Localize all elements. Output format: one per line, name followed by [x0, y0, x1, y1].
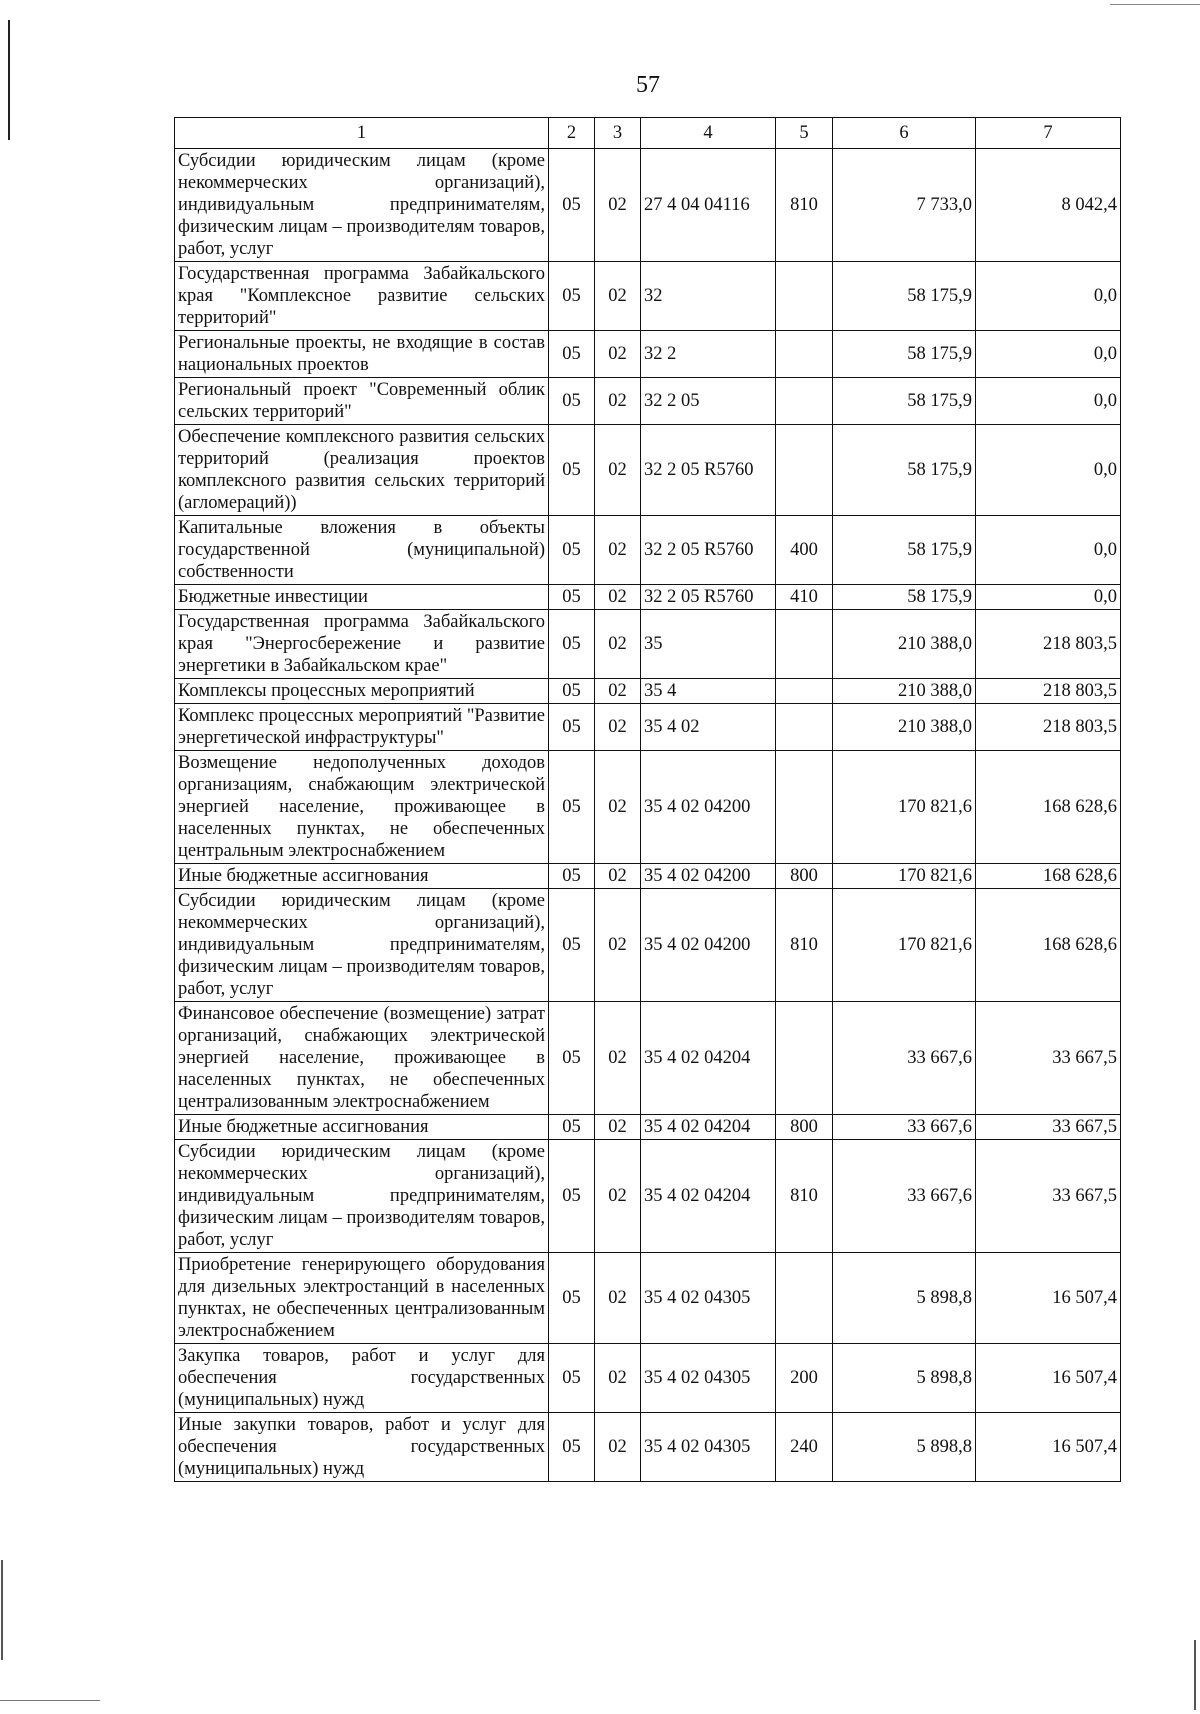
subsection-code: 02 [595, 516, 641, 585]
subsection-code: 02 [595, 1253, 641, 1344]
target-article-code: 35 4 02 04200 [641, 889, 776, 1002]
table-row [175, 889, 1121, 1002]
table-row [175, 610, 1121, 679]
expense-type-code: 410 [776, 585, 833, 610]
row-name: Закупка товаров, работ и услуг для обеспечения государственных (муниципальных) нужд [175, 1344, 549, 1413]
expense-type-code [776, 331, 833, 378]
table-row [175, 149, 1121, 262]
amount-year-1: 210 388,0 [833, 704, 976, 751]
amount-year-2: 16 507,4 [976, 1413, 1121, 1482]
amount-year-1: 33 667,6 [833, 1140, 976, 1253]
expense-type-code [776, 425, 833, 516]
section-code: 05 [549, 751, 595, 864]
subsection-code: 02 [595, 864, 641, 889]
subsection-code: 02 [595, 378, 641, 425]
table-row [175, 1344, 1121, 1413]
subsection-code: 02 [595, 1115, 641, 1140]
column-header: 4 [641, 118, 776, 149]
target-article-code: 35 4 02 04200 [641, 864, 776, 889]
row-name: Региональные проекты, не входящие в состав национальных проектов [175, 331, 549, 378]
target-article-code: 32 2 [641, 331, 776, 378]
scan-edge-mark [1110, 4, 1200, 5]
section-code: 05 [549, 1344, 595, 1413]
target-article-code: 35 [641, 610, 776, 679]
column-header: 1 [175, 118, 549, 149]
amount-year-1: 170 821,6 [833, 864, 976, 889]
section-code: 05 [549, 1253, 595, 1344]
section-code: 05 [549, 516, 595, 585]
amount-year-1: 33 667,6 [833, 1115, 976, 1140]
subsection-code: 02 [595, 425, 641, 516]
row-name: Иные бюджетные ассигнования [175, 1115, 549, 1140]
scan-edge-mark [1194, 1640, 1196, 1710]
amount-year-1: 170 821,6 [833, 889, 976, 1002]
section-code: 05 [549, 864, 595, 889]
amount-year-2: 8 042,4 [976, 149, 1121, 262]
column-header: 3 [595, 118, 641, 149]
subsection-code: 02 [595, 679, 641, 704]
table-row [175, 262, 1121, 331]
row-name: Возмещение недополученных доходов организациям, снабжающим электрической энергией население, проживающее в населенных пунктах, не обеспеченных центральным электроснабжением [175, 751, 549, 864]
subsection-code: 02 [595, 1413, 641, 1482]
expense-type-code: 810 [776, 1140, 833, 1253]
target-article-code: 35 4 02 04204 [641, 1140, 776, 1253]
page-number: 57 [636, 72, 660, 98]
expense-type-code: 240 [776, 1413, 833, 1482]
expense-type-code: 400 [776, 516, 833, 585]
target-article-code: 35 4 [641, 679, 776, 704]
row-name: Приобретение генерирующего оборудования для дизельных электростанций в населенных пунктах, не обеспеченных централизованным электроснабжением [175, 1253, 549, 1344]
expense-type-code: 200 [776, 1344, 833, 1413]
amount-year-2: 218 803,5 [976, 610, 1121, 679]
expense-type-code: 810 [776, 149, 833, 262]
section-code: 05 [549, 149, 595, 262]
amount-year-2: 218 803,5 [976, 679, 1121, 704]
expense-type-code [776, 704, 833, 751]
row-name: Иные закупки товаров, работ и услуг для обеспечения государственных (муниципальных) нужд [175, 1413, 549, 1482]
target-article-code: 32 2 05 R5760 [641, 585, 776, 610]
amount-year-1: 5 898,8 [833, 1344, 976, 1413]
row-name: Региональный проект "Современный облик сельских территорий" [175, 378, 549, 425]
section-code: 05 [549, 1002, 595, 1115]
amount-year-2: 16 507,4 [976, 1344, 1121, 1413]
subsection-code: 02 [595, 1344, 641, 1413]
table-row [175, 1253, 1121, 1344]
table-row [175, 864, 1121, 889]
amount-year-1: 210 388,0 [833, 610, 976, 679]
amount-year-2: 168 628,6 [976, 889, 1121, 1002]
table-row [175, 425, 1121, 516]
amount-year-1: 210 388,0 [833, 679, 976, 704]
amount-year-2: 0,0 [976, 516, 1121, 585]
table-row [175, 1413, 1121, 1482]
section-code: 05 [549, 1140, 595, 1253]
target-article-code: 35 4 02 04305 [641, 1344, 776, 1413]
amount-year-1: 58 175,9 [833, 378, 976, 425]
section-code: 05 [549, 1115, 595, 1140]
table-row [175, 1002, 1121, 1115]
scan-edge-mark [0, 1700, 100, 1701]
section-code: 05 [549, 1413, 595, 1482]
row-name: Обеспечение комплексного развития сельских территорий (реализация проектов комплексного развития сельских территорий (агломераций)) [175, 425, 549, 516]
section-code: 05 [549, 704, 595, 751]
amount-year-2: 33 667,5 [976, 1002, 1121, 1115]
amount-year-1: 58 175,9 [833, 262, 976, 331]
expense-type-code [776, 262, 833, 331]
amount-year-2: 168 628,6 [976, 751, 1121, 864]
row-name: Государственная программа Забайкальского края "Комплексное развитие сельских территорий" [175, 262, 549, 331]
target-article-code: 35 4 02 04204 [641, 1002, 776, 1115]
amount-year-2: 16 507,4 [976, 1253, 1121, 1344]
expense-type-code [776, 751, 833, 864]
subsection-code: 02 [595, 751, 641, 864]
subsection-code: 02 [595, 704, 641, 751]
target-article-code: 35 4 02 04200 [641, 751, 776, 864]
amount-year-2: 0,0 [976, 378, 1121, 425]
amount-year-1: 33 667,6 [833, 1002, 976, 1115]
subsection-code: 02 [595, 585, 641, 610]
row-name: Финансовое обеспечение (возмещение) затрат организаций, снабжающих электрической энергией население, проживающее в населенных пунктах, не обеспеченных централизованным электроснабжением [175, 1002, 549, 1115]
table-row [175, 378, 1121, 425]
section-code: 05 [549, 610, 595, 679]
subsection-code: 02 [595, 610, 641, 679]
amount-year-2: 0,0 [976, 262, 1121, 331]
section-code: 05 [549, 679, 595, 704]
row-name: Субсидии юридическим лицам (кроме некоммерческих организаций), индивидуальным предпринимателям, физическим лицам – производителям товаров, работ, услуг [175, 1140, 549, 1253]
amount-year-1: 58 175,9 [833, 331, 976, 378]
subsection-code: 02 [595, 889, 641, 1002]
table-body [175, 149, 1121, 1482]
subsection-code: 02 [595, 149, 641, 262]
budget-table [174, 117, 1121, 1482]
row-name: Иные бюджетные ассигнования [175, 864, 549, 889]
subsection-code: 02 [595, 331, 641, 378]
section-code: 05 [549, 425, 595, 516]
amount-year-2: 33 667,5 [976, 1115, 1121, 1140]
amount-year-1: 58 175,9 [833, 516, 976, 585]
target-article-code: 32 2 05 [641, 378, 776, 425]
amount-year-1: 5 898,8 [833, 1413, 976, 1482]
amount-year-1: 5 898,8 [833, 1253, 976, 1344]
row-name: Комплекс процессных мероприятий "Развитие энергетической инфраструктуры" [175, 704, 549, 751]
target-article-code: 32 2 05 R5760 [641, 425, 776, 516]
amount-year-1: 7 733,0 [833, 149, 976, 262]
target-article-code: 35 4 02 04305 [641, 1253, 776, 1344]
table-header-row [175, 118, 1121, 149]
expense-type-code [776, 1253, 833, 1344]
column-header: 2 [549, 118, 595, 149]
column-header: 5 [776, 118, 833, 149]
amount-year-2: 218 803,5 [976, 704, 1121, 751]
table-row [175, 1140, 1121, 1253]
target-article-code: 35 4 02 04305 [641, 1413, 776, 1482]
target-article-code: 35 4 02 [641, 704, 776, 751]
amount-year-1: 58 175,9 [833, 585, 976, 610]
row-name: Субсидии юридическим лицам (кроме некоммерческих организаций), индивидуальным предпринимателям, физическим лицам – производителям товаров, работ, услуг [175, 889, 549, 1002]
amount-year-1: 58 175,9 [833, 425, 976, 516]
table-row [175, 751, 1121, 864]
table-row [175, 585, 1121, 610]
target-article-code: 35 4 02 04204 [641, 1115, 776, 1140]
subsection-code: 02 [595, 1140, 641, 1253]
column-header: 6 [833, 118, 976, 149]
expense-type-code [776, 679, 833, 704]
row-name: Капитальные вложения в объекты государственной (муниципальной) собственности [175, 516, 549, 585]
amount-year-2: 0,0 [976, 331, 1121, 378]
table-row [175, 331, 1121, 378]
expense-type-code [776, 378, 833, 425]
table-row [175, 679, 1121, 704]
target-article-code: 32 2 05 R5760 [641, 516, 776, 585]
subsection-code: 02 [595, 262, 641, 331]
section-code: 05 [549, 889, 595, 1002]
row-name: Комплексы процессных мероприятий [175, 679, 549, 704]
column-header: 7 [976, 118, 1121, 149]
section-code: 05 [549, 331, 595, 378]
table-row [175, 1115, 1121, 1140]
expense-type-code: 800 [776, 1115, 833, 1140]
amount-year-1: 170 821,6 [833, 751, 976, 864]
subsection-code: 02 [595, 1002, 641, 1115]
section-code: 05 [549, 585, 595, 610]
row-name: Субсидии юридическим лицам (кроме некоммерческих организаций), индивидуальным предпринимателям, физическим лицам – производителям товаров, работ, услуг [175, 149, 549, 262]
scan-edge-mark [1, 1560, 3, 1660]
row-name: Государственная программа Забайкальского края "Энергосбережение и развитие энергетики в Забайкальском крае" [175, 610, 549, 679]
expense-type-code [776, 610, 833, 679]
amount-year-2: 0,0 [976, 585, 1121, 610]
table-row [175, 704, 1121, 751]
row-name: Бюджетные инвестиции [175, 585, 549, 610]
expense-type-code: 800 [776, 864, 833, 889]
table-row [175, 516, 1121, 585]
section-code: 05 [549, 378, 595, 425]
amount-year-2: 168 628,6 [976, 864, 1121, 889]
target-article-code: 32 [641, 262, 776, 331]
expense-type-code [776, 1002, 833, 1115]
amount-year-2: 33 667,5 [976, 1140, 1121, 1253]
section-code: 05 [549, 262, 595, 331]
amount-year-2: 0,0 [976, 425, 1121, 516]
target-article-code: 27 4 04 04116 [641, 149, 776, 262]
expense-type-code: 810 [776, 889, 833, 1002]
